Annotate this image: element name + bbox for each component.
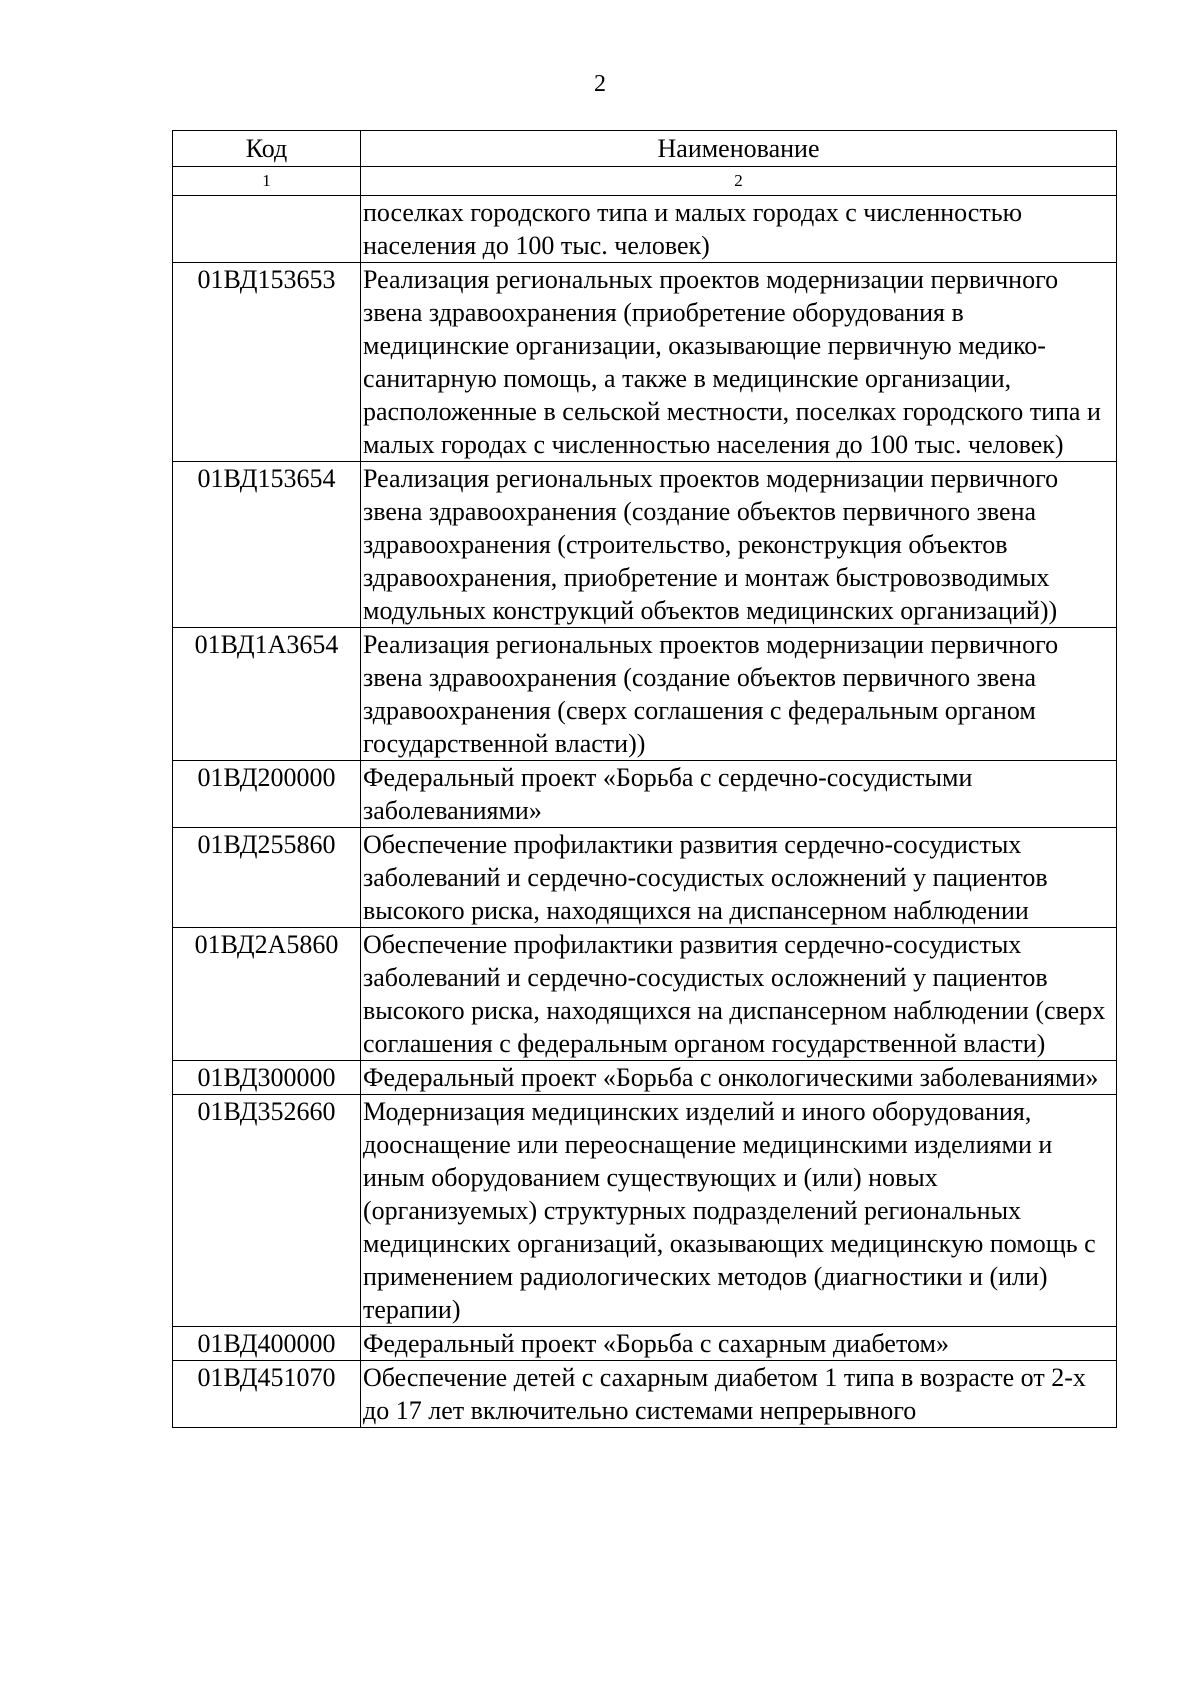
row-code: 01ВД255860 xyxy=(173,828,361,928)
row-code: 01ВД400000 xyxy=(173,1327,361,1361)
row-code: 01ВД300000 xyxy=(173,1061,361,1095)
table-header-row xyxy=(173,131,1117,167)
table-row xyxy=(173,828,1117,928)
table-row xyxy=(173,196,1117,263)
row-code: 01ВД153654 xyxy=(173,462,361,628)
row-name: Федеральный проект «Борьба с онкологическими заболеваниями» xyxy=(361,1061,1117,1095)
table-row xyxy=(173,263,1117,462)
row-code: 01ВД451070 xyxy=(173,1361,361,1428)
header-name: Наименование xyxy=(361,131,1117,167)
row-name: Федеральный проект «Борьба с сахарным диабетом» xyxy=(361,1327,1117,1361)
row-code xyxy=(173,196,361,263)
row-code: 01ВД153653 xyxy=(173,263,361,462)
column-number-1: 1 xyxy=(173,167,361,196)
classification-table xyxy=(172,130,1117,1428)
row-code: 01ВД2А5860 xyxy=(173,928,361,1061)
row-name: Реализация региональных проектов модернизации первичного звена здравоохранения (приобретение оборудования в медицинские организации, оказывающие первичную медико-санитарную помощь, а также в медицинские организации, расположенные в сельской местности, поселках городского типа и малых городах с численностью населения до 100 тыс. человек) xyxy=(361,263,1117,462)
row-name: Обеспечение детей с сахарным диабетом 1 типа в возрасте от 2-х до 17 лет включительно системами непрерывного xyxy=(361,1361,1117,1428)
row-name: Реализация региональных проектов модернизации первичного звена здравоохранения (создание объектов первичного звена здравоохранения (строительство, реконструкция объектов здравоохранения, приобретение и монтаж быстровозводимых модульных конструкций объектов медицинских организаций)) xyxy=(361,462,1117,628)
header-code: Код xyxy=(173,131,361,167)
column-number-2: 2 xyxy=(361,167,1117,196)
row-name: Обеспечение профилактики развития сердечно-сосудистых заболеваний и сердечно-сосудистых осложнений у пациентов высокого риска, находящихся на диспансерном наблюдении xyxy=(361,828,1117,928)
row-name: Модернизация медицинских изделий и иного оборудования, дооснащение или переоснащение медицинскими изделиями и иным оборудованием существующих и (или) новых (организуемых) структурных подразделений региональных медицинских организаций, оказывающих медицинскую помощь с применением радиологических методов (диагностики и (или) терапии) xyxy=(361,1095,1117,1327)
row-name: Реализация региональных проектов модернизации первичного звена здравоохранения (создание объектов первичного звена здравоохранения (сверх соглашения с федеральным органом государственной власти)) xyxy=(361,628,1117,761)
row-code: 01ВД1А3654 xyxy=(173,628,361,761)
table-row xyxy=(173,1327,1117,1361)
table-row xyxy=(173,1095,1117,1327)
row-code: 01ВД200000 xyxy=(173,761,361,828)
table-row xyxy=(173,1061,1117,1095)
table-row xyxy=(173,1361,1117,1428)
page-number: 2 xyxy=(594,71,606,97)
table-row xyxy=(173,628,1117,761)
table-row xyxy=(173,928,1117,1061)
row-name: Обеспечение профилактики развития сердечно-сосудистых заболеваний и сердечно-сосудистых осложнений у пациентов высокого риска, находящихся на диспансерном наблюдении (сверх соглашения с федеральным органом государственной власти) xyxy=(361,928,1117,1061)
column-number-row xyxy=(173,167,1117,196)
row-code: 01ВД352660 xyxy=(173,1095,361,1327)
table-row xyxy=(173,761,1117,828)
row-name: Федеральный проект «Борьба с сердечно-сосудистыми заболеваниями» xyxy=(361,761,1117,828)
row-name: поселках городского типа и малых городах с численностью населения до 100 тыс. человек) xyxy=(361,196,1117,263)
table-row xyxy=(173,462,1117,628)
